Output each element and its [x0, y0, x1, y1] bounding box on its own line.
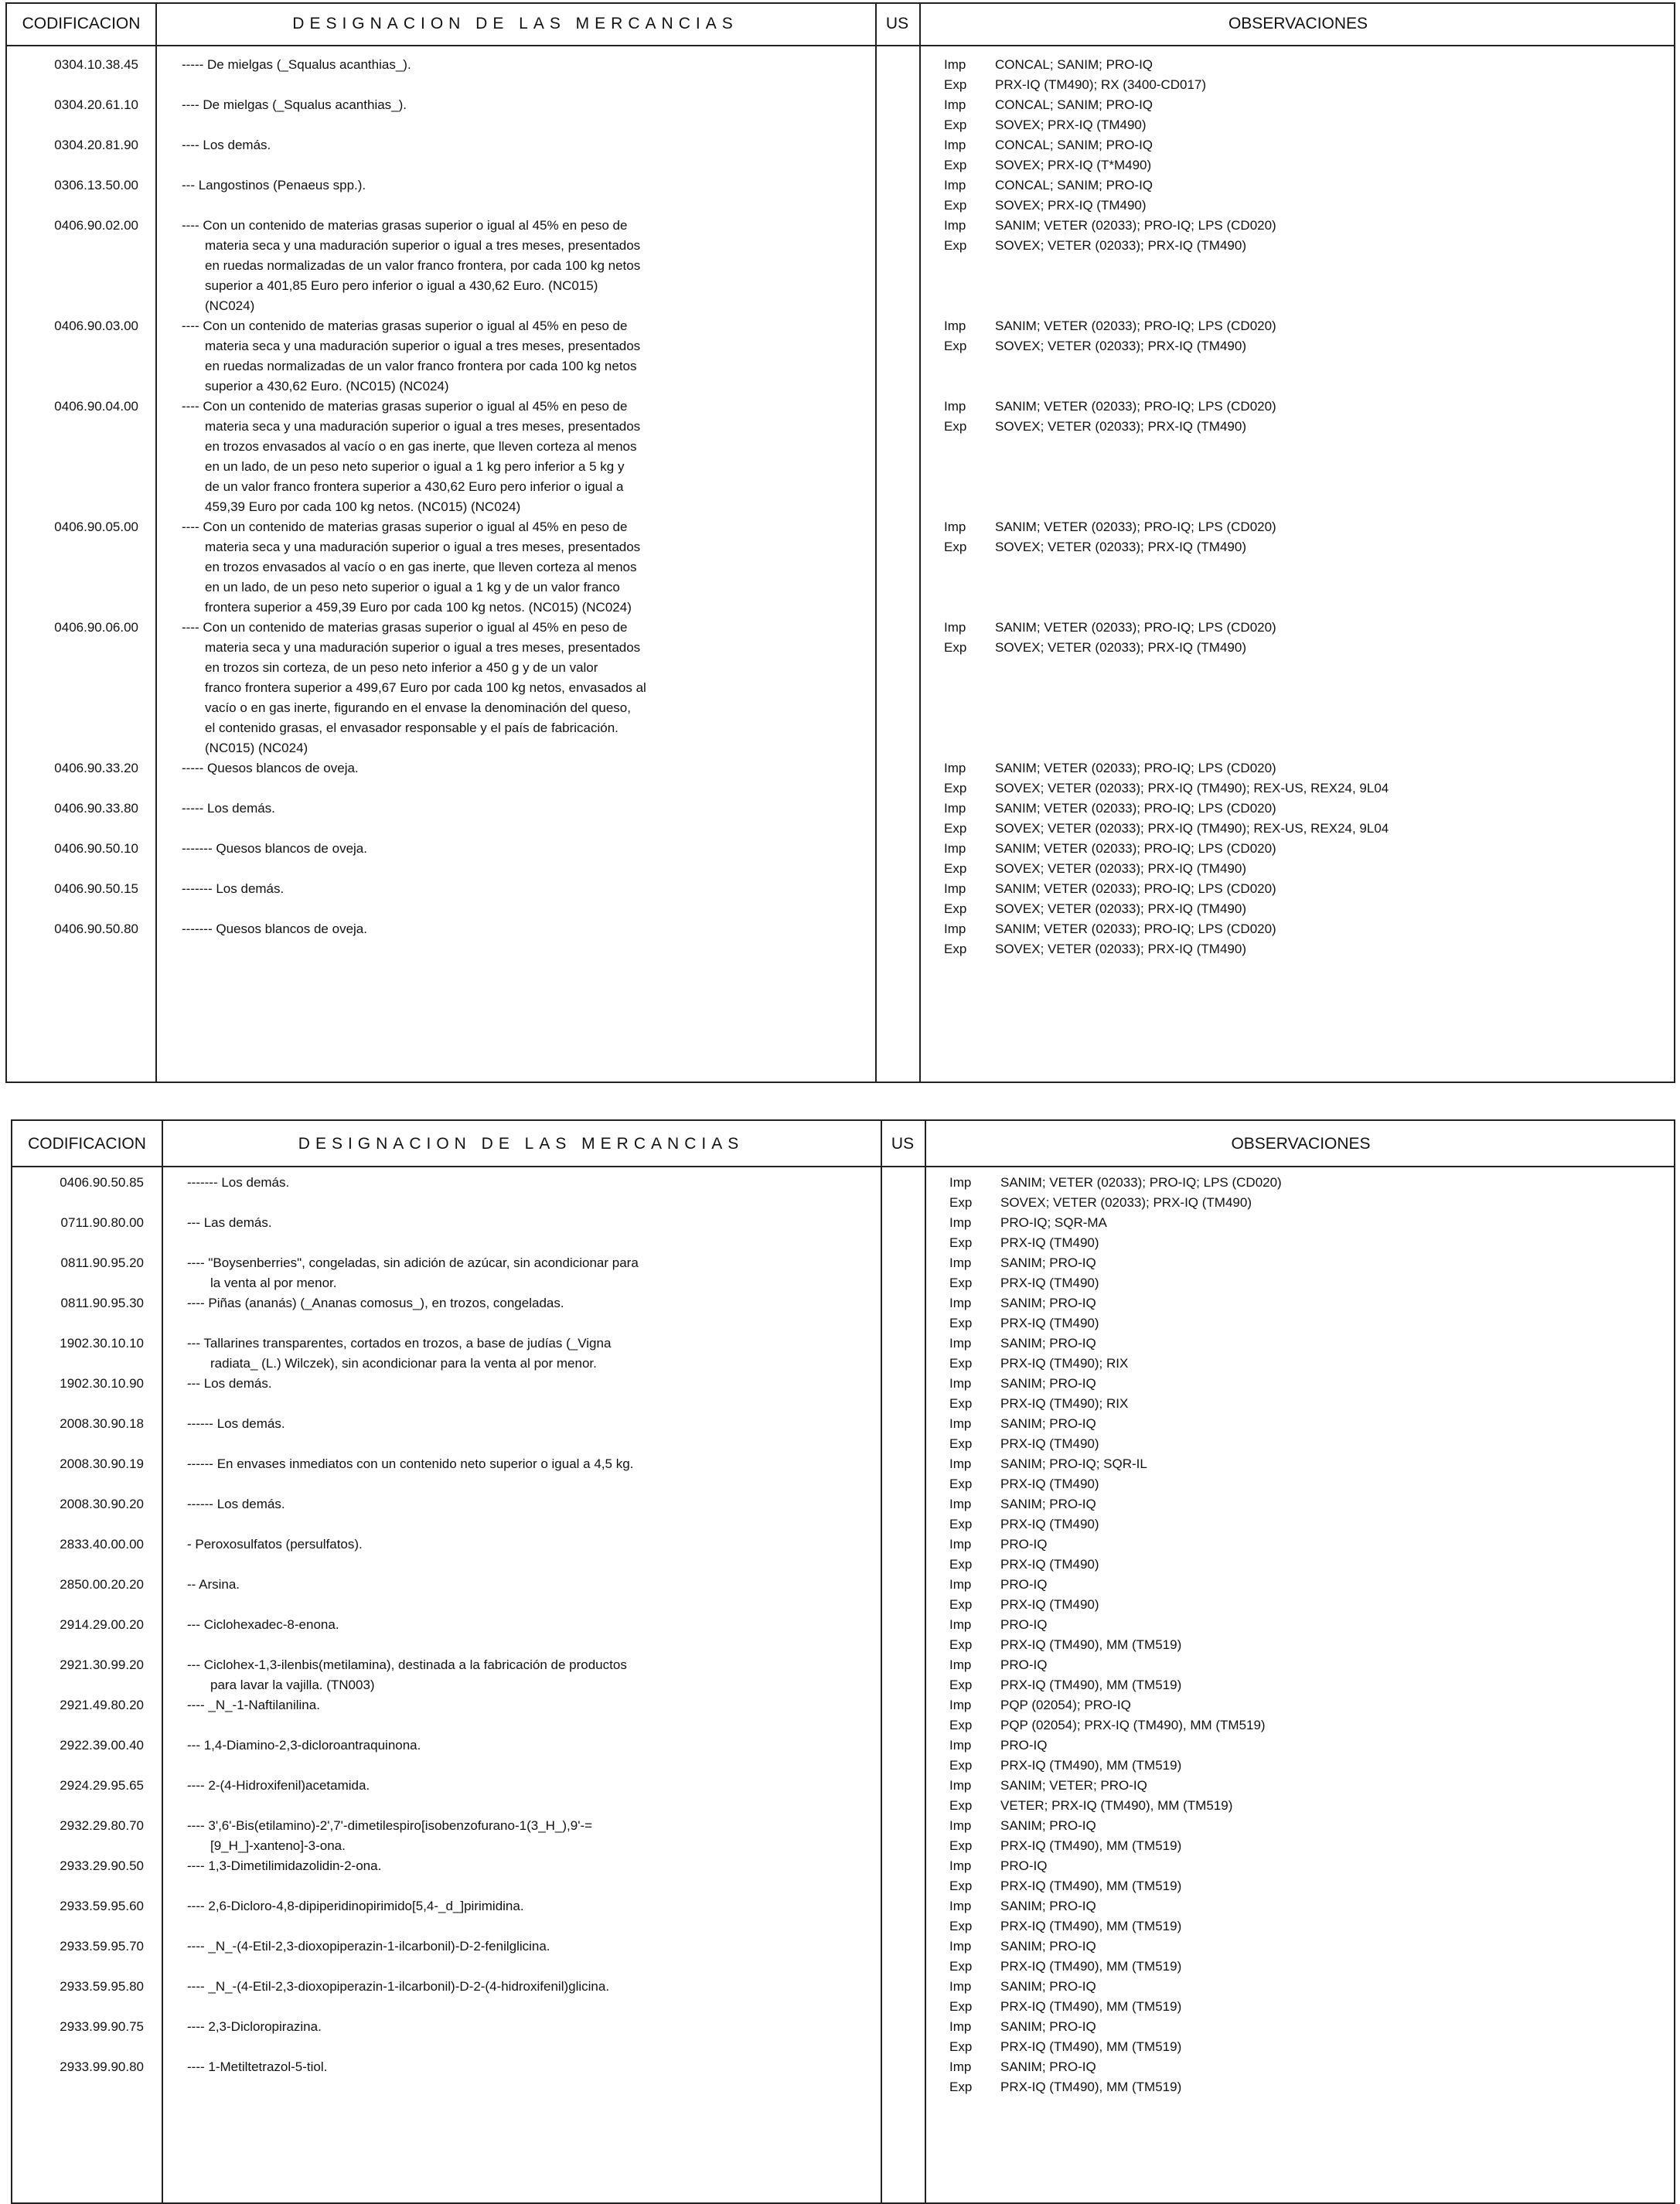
designation-line: ---- Los demás. — [182, 138, 271, 152]
header-rule — [7, 45, 1674, 46]
obs-value: SANIM; PRO-IQ — [1000, 2019, 1096, 2034]
designation-line: franco frontera superior a 499,67 Euro por cada 100 kg netos, envasados al — [205, 680, 646, 695]
obs-value: SANIM; VETER (02033); PRO-IQ; LPS (CD020) — [995, 801, 1276, 816]
table-2 — [11, 1119, 1675, 2204]
obs-value: SANIM; PRO-IQ — [1000, 1818, 1096, 1833]
obs-type: Exp — [949, 1557, 973, 1572]
obs-value: SANIM; PRO-IQ — [1000, 1296, 1096, 1310]
obs-value: PQP (02054); PRO-IQ — [1000, 1698, 1131, 1712]
obs-type: Exp — [944, 339, 967, 353]
header-rule — [12, 1166, 1674, 1167]
designation-line: ---- De mielgas (_Squalus acanthias_). — [182, 97, 407, 112]
obs-value: PRX-IQ (TM490) — [1000, 1557, 1099, 1572]
designation-line: radiata_ (L.) Wilczek), sin acondicionar para la venta al por menor. — [210, 1356, 597, 1371]
designation-line: (NC015) (NC024) — [205, 741, 308, 755]
obs-type: Imp — [949, 1778, 972, 1793]
obs-type: Exp — [949, 1235, 973, 1250]
obs-value: SANIM; PRO-IQ — [1000, 1336, 1096, 1351]
obs-type: Exp — [949, 1316, 973, 1330]
designation-line: ---- 2,3-Dicloropirazina. — [187, 2019, 322, 2034]
obs-type: Imp — [949, 1577, 972, 1592]
obs-value: SOVEX; PRX-IQ (TM490) — [995, 118, 1147, 132]
column-divider — [925, 1121, 926, 2202]
obs-type: Exp — [949, 1356, 973, 1371]
obs-value: SANIM; PRO-IQ — [1000, 1899, 1096, 1913]
designation-line: ------- Quesos blancos de oveja. — [182, 921, 367, 936]
code-cell: 2933.59.95.60 — [60, 1899, 144, 1913]
code-cell: 2933.99.90.80 — [60, 2059, 144, 2074]
designation-line: superior a 401,85 Euro pero inferior o igual a 430,62 Euro. (NC015) — [205, 278, 598, 293]
obs-type: Imp — [944, 178, 966, 192]
obs-type: Imp — [949, 1858, 972, 1873]
obs-type: Exp — [944, 540, 967, 554]
obs-type: Imp — [944, 761, 966, 775]
obs-value: SOVEX; PRX-IQ (TM490) — [995, 198, 1147, 213]
obs-type: Exp — [949, 1436, 973, 1451]
designation-line: en un lado, de un peso neto superior o igual a 1 kg y de un valor franco — [205, 580, 620, 594]
header-designation: DESIGNACION DE LAS MERCANCIAS — [298, 1135, 745, 1153]
obs-type: Exp — [949, 1477, 973, 1491]
header-code: CODIFICACION — [22, 15, 141, 32]
obs-type: Imp — [944, 218, 966, 233]
obs-value: PRO-IQ — [1000, 1617, 1048, 1632]
obs-value: PRX-IQ (TM490) — [1000, 1276, 1099, 1290]
obs-value: SANIM; VETER; PRO-IQ — [1000, 1778, 1147, 1793]
obs-type: Exp — [944, 158, 967, 172]
column-divider — [162, 1121, 163, 2202]
obs-type: Exp — [949, 1718, 973, 1732]
code-cell: 0811.90.95.30 — [60, 1296, 144, 1310]
obs-type: Exp — [949, 1798, 973, 1813]
obs-value: SANIM; PRO-IQ — [1000, 1979, 1096, 1994]
table-1 — [5, 2, 1675, 1083]
obs-value: PRO-IQ — [1000, 1577, 1048, 1592]
obs-value: SANIM; PRO-IQ — [1000, 1939, 1096, 1954]
obs-type: Imp — [944, 620, 966, 635]
column-divider — [155, 4, 157, 1082]
obs-value: SANIM; PRO-IQ — [1000, 1497, 1096, 1511]
obs-value: PRX-IQ (TM490) — [1000, 1517, 1099, 1531]
obs-type: Imp — [944, 399, 966, 414]
obs-value: SANIM; PRO-IQ — [1000, 2059, 1096, 2074]
obs-type: Imp — [944, 97, 966, 112]
obs-value: SANIM; VETER (02033); PRO-IQ; LPS (CD020) — [995, 319, 1276, 333]
code-cell: 2008.30.90.19 — [60, 1456, 144, 1471]
obs-type: Exp — [949, 1276, 973, 1290]
obs-type: Imp — [949, 1175, 972, 1190]
obs-type: Imp — [944, 801, 966, 816]
designation-line: ------- Los demás. — [182, 881, 285, 896]
obs-value: PRX-IQ (TM490), MM (TM519) — [1000, 1999, 1182, 2014]
obs-type: Exp — [944, 781, 967, 795]
designation-line: ---- 3',6'-Bis(etilamino)-2',7'-dimetilespiro[isobenzofurano-1(3_H_),9'-= — [187, 1818, 593, 1833]
column-divider — [881, 1121, 882, 2202]
obs-value: CONCAL; SANIM; PRO-IQ — [995, 97, 1154, 112]
obs-value: PRO-IQ — [1000, 1738, 1048, 1753]
obs-type: Imp — [949, 1255, 972, 1270]
designation-line: ---- _N_-(4-Etil-2,3-dioxopiperazin-1-ilcarbonil)-D-2-fenilglicina. — [187, 1939, 550, 1954]
designation-line: ----- Los demás. — [182, 801, 275, 816]
obs-type: Exp — [949, 1838, 973, 1853]
code-cell: 0406.90.04.00 — [54, 399, 138, 414]
obs-type: Imp — [949, 1617, 972, 1632]
code-cell: 0304.10.38.45 — [54, 57, 138, 72]
obs-type: Imp — [944, 519, 966, 534]
code-cell: 2008.30.90.18 — [60, 1416, 144, 1431]
code-cell: 2850.00.20.20 — [60, 1577, 144, 1592]
designation-line: --- Las demás. — [187, 1215, 272, 1230]
designation-line: ---- _N_-1-Naftilanilina. — [187, 1698, 320, 1712]
code-cell: 1902.30.10.10 — [60, 1336, 144, 1351]
code-cell: 0406.90.05.00 — [54, 519, 138, 534]
code-cell: 0304.20.81.90 — [54, 138, 138, 152]
obs-value: PRX-IQ (TM490), MM (TM519) — [1000, 1758, 1182, 1773]
obs-type: Imp — [949, 1497, 972, 1511]
obs-value: SOVEX; VETER (02033); PRX-IQ (TM490) — [995, 540, 1246, 554]
obs-type: Imp — [949, 1698, 972, 1712]
code-cell: 2933.29.90.50 — [60, 1858, 144, 1873]
code-cell: 2922.39.00.40 — [60, 1738, 144, 1753]
designation-line: en un lado, de un peso neto superior o igual a 1 kg pero inferior a 5 kg y — [205, 459, 625, 474]
obs-type: Exp — [944, 640, 967, 655]
obs-value: SANIM; VETER (02033); PRO-IQ; LPS (CD020) — [995, 218, 1276, 233]
designation-line: -- Arsina. — [187, 1577, 240, 1592]
obs-type: Imp — [949, 1456, 972, 1471]
obs-type: Exp — [949, 1999, 973, 2014]
obs-value: PRX-IQ (TM490) — [1000, 1477, 1099, 1491]
obs-type: Exp — [944, 942, 967, 956]
designation-line: ---- Con un contenido de materias grasas superior o igual al 45% en peso de — [182, 218, 628, 233]
code-cell: 1902.30.10.90 — [60, 1376, 144, 1391]
obs-value: CONCAL; SANIM; PRO-IQ — [995, 57, 1154, 72]
obs-value: SANIM; PRO-IQ — [1000, 1255, 1096, 1270]
designation-line: --- Tallarines transparentes, cortados en trozos, a base de judías (_Vigna — [187, 1336, 612, 1351]
designation-line: de un valor franco frontera superior a 430,62 Euro pero inferior o igual a — [205, 479, 624, 494]
obs-type: Exp — [944, 901, 967, 916]
obs-type: Imp — [944, 881, 966, 896]
obs-value: PRX-IQ (TM490) — [1000, 1436, 1099, 1451]
designation-line: ------ En envases inmediatos con un contenido neto superior o igual a 4,5 kg. — [187, 1456, 634, 1471]
obs-value: SANIM; PRO-IQ — [1000, 1416, 1096, 1431]
obs-value: SOVEX; VETER (02033); PRX-IQ (TM490) — [995, 942, 1246, 956]
designation-line: (NC024) — [205, 298, 255, 313]
obs-type: Imp — [944, 57, 966, 72]
obs-type: Imp — [949, 1738, 972, 1753]
designation-line: ---- 2-(4-Hidroxifenil)acetamida. — [187, 1778, 370, 1793]
designation-line: - Peroxosulfatos (persulfatos). — [187, 1537, 363, 1552]
obs-value: PRX-IQ (TM490); RX (3400-CD017) — [995, 77, 1207, 92]
obs-value: SOVEX; VETER (02033); PRX-IQ (TM490) — [995, 339, 1246, 353]
obs-value: PRX-IQ (TM490), MM (TM519) — [1000, 1959, 1182, 1974]
designation-line: ---- Con un contenido de materias grasas superior o igual al 45% en peso de — [182, 319, 628, 333]
obs-type: Imp — [944, 841, 966, 856]
obs-type: Imp — [949, 1537, 972, 1552]
obs-value: PRX-IQ (TM490), MM (TM519) — [1000, 1637, 1182, 1652]
header-designation: DESIGNACION DE LAS MERCANCIAS — [292, 15, 738, 32]
obs-value: SOVEX; VETER (02033); PRX-IQ (TM490); REX-US, REX24, 9L04 — [995, 781, 1389, 795]
obs-type: Exp — [949, 1396, 973, 1411]
designation-line: materia seca y una maduración superior o igual a tres meses, presentados — [205, 540, 641, 554]
code-cell: 0406.90.50.80 — [54, 921, 138, 936]
designation-line: ----- De mielgas (_Squalus acanthias_). — [182, 57, 411, 72]
obs-value: PRX-IQ (TM490) — [1000, 1597, 1099, 1612]
obs-type: Exp — [949, 1195, 973, 1210]
obs-type: Exp — [944, 77, 967, 92]
obs-value: SOVEX; PRX-IQ (T*M490) — [995, 158, 1152, 172]
designation-line: en trozos sin corteza, de un peso neto inferior a 450 g y de un valor — [205, 660, 598, 675]
code-cell: 0406.90.50.10 — [54, 841, 138, 856]
obs-type: Exp — [944, 821, 967, 836]
designation-line: --- Ciclohexadec-8-enona. — [187, 1617, 339, 1632]
obs-value: PRX-IQ (TM490), MM (TM519) — [1000, 1919, 1182, 1933]
header-code: CODIFICACION — [28, 1135, 146, 1153]
obs-value: SANIM; VETER (02033); PRO-IQ; LPS (CD020) — [995, 881, 1276, 896]
code-cell: 0811.90.95.20 — [60, 1255, 144, 1270]
obs-value: SOVEX; VETER (02033); PRX-IQ (TM490); REX-US, REX24, 9L04 — [995, 821, 1389, 836]
obs-type: Imp — [944, 138, 966, 152]
obs-value: SANIM; VETER (02033); PRO-IQ; LPS (CD020) — [995, 841, 1276, 856]
obs-type: Exp — [944, 861, 967, 876]
obs-value: SANIM; VETER (02033); PRO-IQ; LPS (CD020) — [995, 761, 1276, 775]
designation-line: ------ Los demás. — [187, 1416, 285, 1431]
designation-line: ---- Con un contenido de materias grasas superior o igual al 45% en peso de — [182, 399, 628, 414]
obs-value: PRX-IQ (TM490); RIX — [1000, 1356, 1129, 1371]
designation-line: en ruedas normalizadas de un valor franco frontera, por cada 100 kg netos — [205, 258, 641, 273]
obs-value: SANIM; VETER (02033); PRO-IQ; LPS (CD020) — [995, 620, 1276, 635]
code-cell: 2933.59.95.70 — [60, 1939, 144, 1954]
designation-line: 459,39 Euro por cada 100 kg netos. (NC015) (NC024) — [205, 499, 521, 514]
obs-type: Exp — [949, 1919, 973, 1933]
obs-value: SANIM; VETER (02033); PRO-IQ; LPS (CD020) — [995, 921, 1276, 936]
designation-line: la venta al por menor. — [210, 1276, 337, 1290]
code-cell: 2921.30.99.20 — [60, 1657, 144, 1672]
obs-value: SOVEX; VETER (02033); PRX-IQ (TM490) — [995, 238, 1246, 253]
code-cell: 0406.90.03.00 — [54, 319, 138, 333]
obs-value: PRX-IQ (TM490), MM (TM519) — [1000, 2039, 1182, 2054]
designation-line: ---- 1,3-Dimetilimidazolidin-2-ona. — [187, 1858, 382, 1873]
obs-value: PQP (02054); PRX-IQ (TM490), MM (TM519) — [1000, 1718, 1266, 1732]
obs-value: SANIM; VETER (02033); PRO-IQ; LPS (CD020) — [995, 519, 1276, 534]
code-cell: 0406.90.06.00 — [54, 620, 138, 635]
obs-type: Imp — [949, 1376, 972, 1391]
designation-line: --- Los demás. — [187, 1376, 272, 1391]
obs-value: PRO-IQ; SQR-MA — [1000, 1215, 1107, 1230]
obs-value: CONCAL; SANIM; PRO-IQ — [995, 178, 1154, 192]
designation-line: ---- Con un contenido de materias grasas superior o igual al 45% en peso de — [182, 519, 628, 534]
designation-line: ---- _N_-(4-Etil-2,3-dioxopiperazin-1-ilcarbonil)-D-2-(4-hidroxifenil)glicina. — [187, 1979, 610, 1994]
code-cell: 2932.29.80.70 — [60, 1818, 144, 1833]
code-cell: 2008.30.90.20 — [60, 1497, 144, 1511]
code-cell: 2833.40.00.00 — [60, 1537, 144, 1552]
designation-line: materia seca y una maduración superior o igual a tres meses, presentados — [205, 238, 641, 253]
code-cell: 0406.90.50.15 — [54, 881, 138, 896]
obs-type: Exp — [944, 118, 967, 132]
obs-type: Imp — [944, 319, 966, 333]
column-divider — [875, 4, 877, 1082]
code-cell: 0406.90.33.80 — [54, 801, 138, 816]
designation-line: superior a 430,62 Euro. (NC015) (NC024) — [205, 379, 449, 393]
column-divider — [919, 4, 921, 1082]
obs-value: SANIM; PRO-IQ — [1000, 1376, 1096, 1391]
header-observations: OBSERVACIONES — [1231, 1135, 1371, 1153]
obs-type: Imp — [949, 1296, 972, 1310]
obs-type: Imp — [949, 1416, 972, 1431]
designation-line: ------ Los demás. — [187, 1497, 285, 1511]
obs-value: SANIM; VETER (02033); PRO-IQ; LPS (CD020) — [995, 399, 1276, 414]
designation-line: ---- 2,6-Dicloro-4,8-dipiperidinopirimido[5,4-_d_]pirimidina. — [187, 1899, 524, 1913]
code-cell: 2924.29.95.65 — [60, 1778, 144, 1793]
designation-line: --- Ciclohex-1,3-ilenbis(metilamina), destinada a la fabricación de productos — [187, 1657, 627, 1672]
obs-value: PRX-IQ (TM490), MM (TM519) — [1000, 2080, 1182, 2094]
designation-line: en trozos envasados al vacío o en gas inerte, que lleven corteza al menos — [205, 560, 637, 574]
obs-value: SOVEX; VETER (02033); PRX-IQ (TM490) — [1000, 1195, 1252, 1210]
designation-line: --- 1,4-Diamino-2,3-dicloroantraquinona. — [187, 1738, 421, 1753]
header-us: US — [891, 1135, 915, 1153]
obs-value: CONCAL; SANIM; PRO-IQ — [995, 138, 1154, 152]
designation-line: materia seca y una maduración superior o igual a tres meses, presentados — [205, 640, 641, 655]
designation-line: para lavar la vajilla. (TN003) — [210, 1678, 375, 1692]
obs-value: PRX-IQ (TM490) — [1000, 1316, 1099, 1330]
header-us: US — [885, 15, 909, 32]
code-cell: 2933.99.90.75 — [60, 2019, 144, 2034]
obs-type: Imp — [949, 1336, 972, 1351]
obs-type: Imp — [949, 1215, 972, 1230]
obs-value: SOVEX; VETER (02033); PRX-IQ (TM490) — [995, 901, 1246, 916]
code-cell: 0406.90.50.85 — [60, 1175, 144, 1190]
designation-line: frontera superior a 459,39 Euro por cada 100 kg netos. (NC015) (NC024) — [205, 600, 632, 615]
obs-type: Exp — [944, 419, 967, 434]
obs-value: PRO-IQ — [1000, 1537, 1048, 1552]
code-cell: 2933.59.95.80 — [60, 1979, 144, 1994]
obs-type: Exp — [949, 1959, 973, 1974]
designation-line: ---- Piñas (ananás) (_Ananas comosus_), en trozos, congeladas. — [187, 1296, 564, 1310]
obs-value: PRX-IQ (TM490), MM (TM519) — [1000, 1678, 1182, 1692]
designation-line: ------- Los demás. — [187, 1175, 290, 1190]
obs-type: Imp — [949, 1979, 972, 1994]
obs-type: Imp — [949, 1899, 972, 1913]
obs-type: Imp — [949, 2059, 972, 2074]
obs-value: SOVEX; VETER (02033); PRX-IQ (TM490) — [995, 419, 1246, 434]
obs-type: Imp — [949, 1657, 972, 1672]
obs-type: Imp — [949, 1818, 972, 1833]
obs-value: PRX-IQ (TM490), MM (TM519) — [1000, 1838, 1182, 1853]
obs-type: Exp — [949, 1678, 973, 1692]
obs-type: Exp — [949, 1597, 973, 1612]
obs-type: Imp — [949, 2019, 972, 2034]
obs-value: PRO-IQ — [1000, 1657, 1048, 1672]
designation-line: [9_H_]-xanteno]-3-ona. — [210, 1838, 346, 1853]
designation-line: materia seca y una maduración superior o igual a tres meses, presentados — [205, 339, 641, 353]
designation-line: --- Langostinos (Penaeus spp.). — [182, 178, 366, 192]
obs-value: PRO-IQ — [1000, 1858, 1048, 1873]
designation-line: vacío o en gas inerte, figurando en el envase la denominación del queso, — [205, 700, 631, 715]
obs-type: Exp — [949, 1517, 973, 1531]
code-cell: 0711.90.80.00 — [60, 1215, 144, 1230]
obs-type: Imp — [949, 1939, 972, 1954]
designation-line: ------- Quesos blancos de oveja. — [182, 841, 367, 856]
header-observations: OBSERVACIONES — [1228, 15, 1368, 32]
obs-value: SOVEX; VETER (02033); PRX-IQ (TM490) — [995, 861, 1246, 876]
code-cell: 2921.49.80.20 — [60, 1698, 144, 1712]
code-cell: 0406.90.33.20 — [54, 761, 138, 775]
obs-type: Imp — [944, 921, 966, 936]
designation-line: ---- 1-Metiltetrazol-5-tiol. — [187, 2059, 328, 2074]
obs-type: Exp — [944, 198, 967, 213]
designation-line: en trozos envasados al vacío o en gas inerte, que lleven corteza al menos — [205, 439, 637, 454]
obs-type: Exp — [949, 2039, 973, 2054]
obs-value: PRX-IQ (TM490), MM (TM519) — [1000, 1879, 1182, 1893]
designation-line: ---- Con un contenido de materias grasas superior o igual al 45% en peso de — [182, 620, 628, 635]
obs-type: Exp — [949, 1637, 973, 1652]
obs-value: SOVEX; VETER (02033); PRX-IQ (TM490) — [995, 640, 1246, 655]
designation-line: materia seca y una maduración superior o igual a tres meses, presentados — [205, 419, 641, 434]
code-cell: 2914.29.00.20 — [60, 1617, 144, 1632]
obs-value: VETER; PRX-IQ (TM490), MM (TM519) — [1000, 1798, 1233, 1813]
obs-value: PRX-IQ (TM490) — [1000, 1235, 1099, 1250]
designation-line: ----- Quesos blancos de oveja. — [182, 761, 359, 775]
obs-value: PRX-IQ (TM490); RIX — [1000, 1396, 1129, 1411]
obs-type: Exp — [949, 2080, 973, 2094]
designation-line: ---- "Boysenberries", congeladas, sin adición de azúcar, sin acondicionar para — [187, 1255, 639, 1270]
obs-value: SANIM; VETER (02033); PRO-IQ; LPS (CD020) — [1000, 1175, 1282, 1190]
code-cell: 0304.20.61.10 — [54, 97, 138, 112]
obs-type: Exp — [949, 1879, 973, 1893]
designation-line: el contenido grasas, el envasador responsable y el país de fabricación. — [205, 720, 618, 735]
code-cell: 0306.13.50.00 — [54, 178, 138, 192]
obs-type: Exp — [949, 1758, 973, 1773]
designation-line: en ruedas normalizadas de un valor franco frontera por cada 100 kg netos — [205, 359, 637, 373]
obs-type: Exp — [944, 238, 967, 253]
code-cell: 0406.90.02.00 — [54, 218, 138, 233]
obs-value: SANIM; PRO-IQ; SQR-IL — [1000, 1456, 1147, 1471]
